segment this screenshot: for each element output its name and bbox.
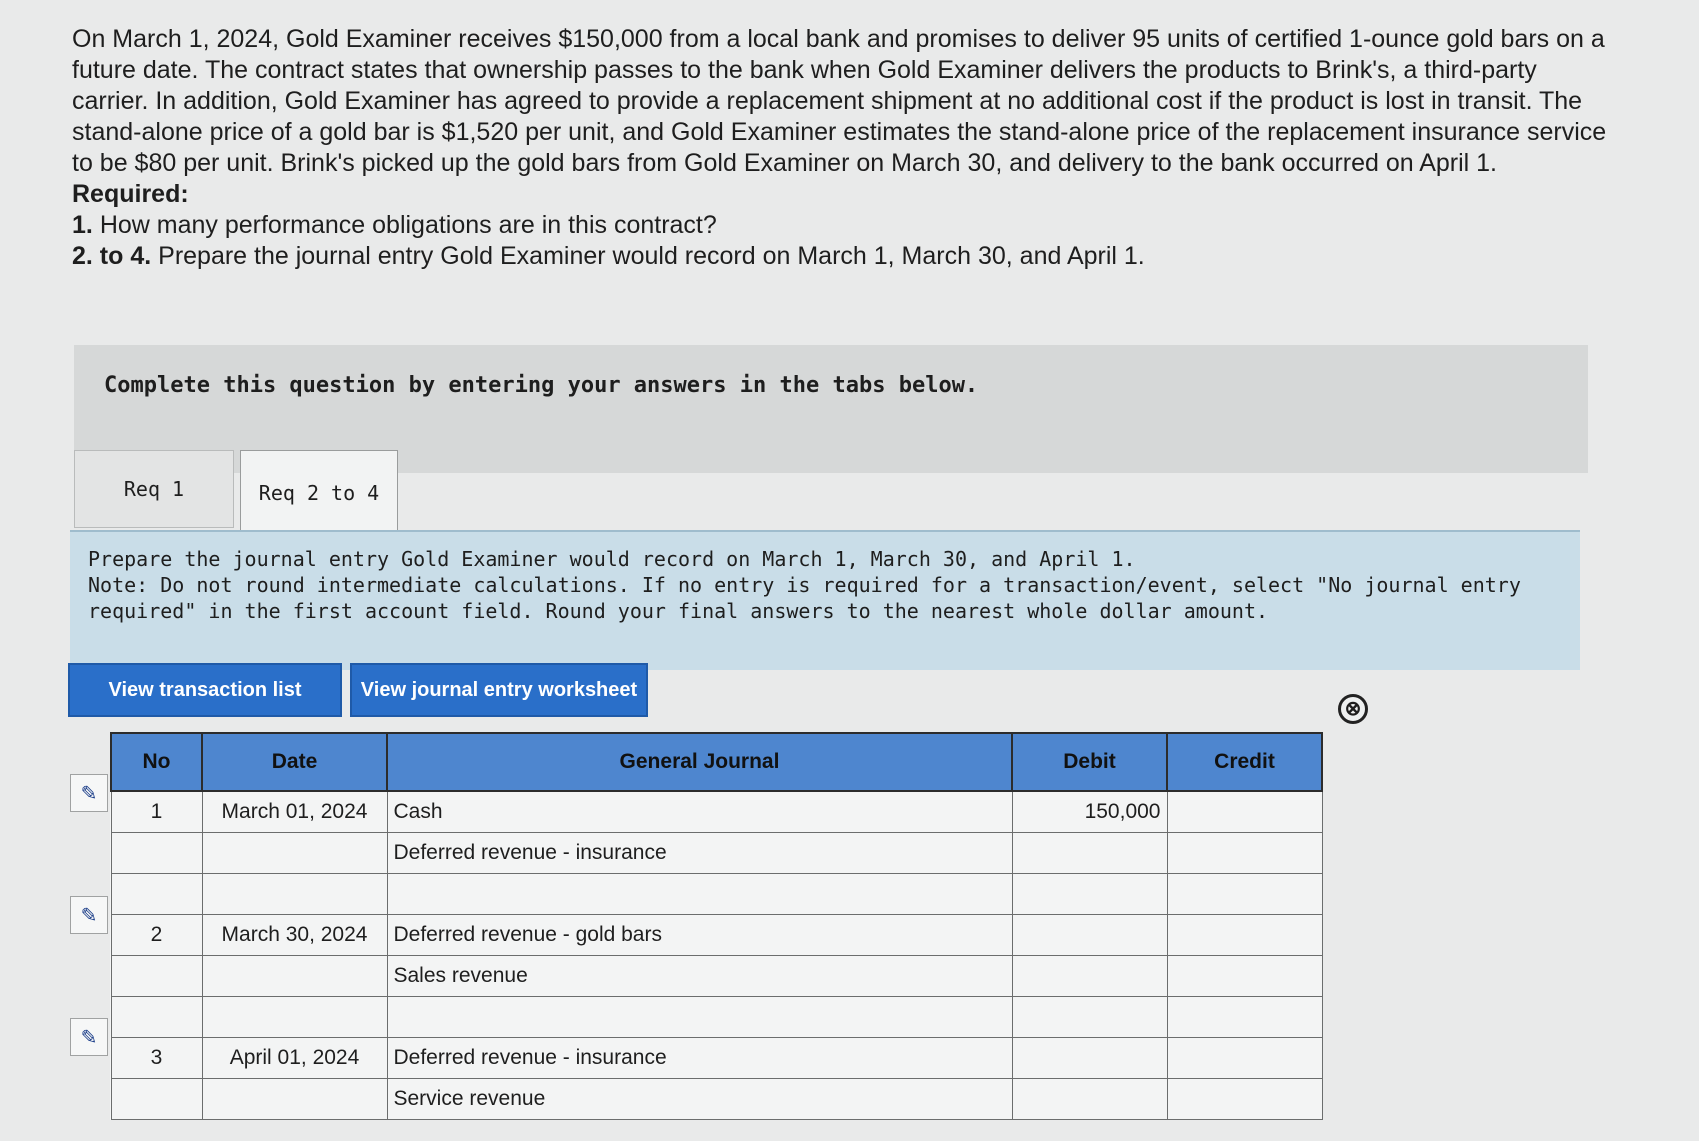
entry-date	[202, 997, 387, 1038]
debit-field[interactable]	[1012, 1038, 1167, 1079]
account-field[interactable]	[387, 874, 1012, 915]
requirement-2-number: 2. to 4.	[72, 242, 152, 270]
view-transaction-list-button[interactable]: View transaction list	[68, 663, 342, 717]
edit-entry-2-icon[interactable]: ✎	[70, 896, 108, 934]
entry-number	[111, 997, 202, 1038]
entry-number: 1	[111, 791, 202, 833]
table-row	[111, 956, 1322, 997]
entry-date	[202, 874, 387, 915]
header-debit: Debit	[1012, 733, 1167, 791]
requirement-1-number: 1.	[72, 211, 93, 239]
table-row	[111, 915, 1322, 956]
general-journal-table	[110, 732, 1323, 1120]
credit-field[interactable]	[1167, 915, 1322, 956]
close-icon[interactable]: ⊗	[1338, 694, 1368, 724]
account-field[interactable]: Sales revenue	[387, 956, 1012, 997]
edit-entry-1-icon[interactable]: ✎	[70, 774, 108, 812]
entry-number: 3	[111, 1038, 202, 1079]
table-header-row	[111, 733, 1322, 791]
credit-field[interactable]	[1167, 833, 1322, 874]
requirement-1-text: How many performance obligations are in this contract?	[99, 211, 717, 239]
entry-date: March 01, 2024	[202, 791, 387, 833]
view-journal-entry-worksheet-button[interactable]: View journal entry worksheet	[350, 663, 648, 717]
note-line-2: Note: Do not round intermediate calculations. If no entry is required for a transaction/event, select "No journal entry required" in the first account field. Round your final answers to the nearest whole dollar amount.	[88, 573, 1521, 623]
account-field[interactable]: Deferred revenue - gold bars	[387, 915, 1012, 956]
requirement-1	[72, 210, 1612, 241]
credit-field[interactable]	[1167, 956, 1322, 997]
debit-field[interactable]	[1012, 915, 1167, 956]
table-row	[111, 1079, 1322, 1120]
entry-date	[202, 833, 387, 874]
header-no: No	[111, 733, 202, 791]
entry-date: March 30, 2024	[202, 915, 387, 956]
credit-field[interactable]	[1167, 1038, 1322, 1079]
edit-entry-3-icon[interactable]: ✎	[70, 1018, 108, 1056]
account-field[interactable]: Deferred revenue - insurance	[387, 833, 1012, 874]
entry-number	[111, 874, 202, 915]
header-general-journal: General Journal	[387, 733, 1012, 791]
header-credit: Credit	[1167, 733, 1322, 791]
entry-number	[111, 1079, 202, 1120]
requirement-2-text: Prepare the journal entry Gold Examiner would record on March 1, March 30, and April 1.	[158, 242, 1145, 270]
requirements-list	[72, 210, 1612, 272]
table-row	[111, 833, 1322, 874]
account-field[interactable]: Cash	[387, 791, 1012, 833]
entry-date	[202, 1079, 387, 1120]
entry-number	[111, 956, 202, 997]
credit-field[interactable]	[1167, 791, 1322, 833]
debit-field[interactable]: 150,000	[1012, 791, 1167, 833]
entry-date	[202, 956, 387, 997]
table-row	[111, 791, 1322, 833]
tab-req-2-to-4[interactable]: Req 2 to 4	[240, 450, 398, 534]
table-row	[111, 997, 1322, 1038]
problem-statement	[72, 24, 1612, 272]
debit-field[interactable]	[1012, 1079, 1167, 1120]
debit-field[interactable]	[1012, 956, 1167, 997]
required-label: Required:	[72, 180, 189, 208]
credit-field[interactable]	[1167, 874, 1322, 915]
account-field[interactable]	[387, 997, 1012, 1038]
debit-field[interactable]	[1012, 997, 1167, 1038]
credit-field[interactable]	[1167, 997, 1322, 1038]
tab-note-panel	[70, 530, 1580, 670]
requirement-2	[72, 241, 1612, 272]
problem-text: On March 1, 2024, Gold Examiner receives $150,000 from a local bank and promises to deliver 95 units of certified 1-ounce gold bars on a future date. The contract states that ownership passes to the bank when Gold Examiner delivers the products to Brink's, a third-party carrier. In addition, Gold Examiner has agreed to provide a replacement shipment at no additional cost if the product is lost in transit. The stand-alone price of a gold bar is $1,520 per unit, and Gold Examiner estimates the stand-alone price of the replacement insurance service to be $80 per unit. Brink's picked up the gold bars from Gold Examiner on March 30, and delivery to the bank occurred on April 1.	[72, 25, 1607, 177]
entry-number	[111, 833, 202, 874]
header-date: Date	[202, 733, 387, 791]
credit-field[interactable]	[1167, 1079, 1322, 1120]
tab-req-1[interactable]: Req 1	[74, 450, 234, 528]
entry-number: 2	[111, 915, 202, 956]
note-line-1: Prepare the journal entry Gold Examiner would record on March 1, March 30, and April 1.	[88, 547, 1136, 571]
account-field[interactable]: Service revenue	[387, 1079, 1012, 1120]
account-field[interactable]: Deferred revenue - insurance	[387, 1038, 1012, 1079]
table-row	[111, 1038, 1322, 1079]
entry-date: April 01, 2024	[202, 1038, 387, 1079]
debit-field[interactable]	[1012, 874, 1167, 915]
instructions-text: Complete this question by entering your answers in the tabs below.	[104, 373, 979, 398]
table-row	[111, 874, 1322, 915]
debit-field[interactable]	[1012, 833, 1167, 874]
